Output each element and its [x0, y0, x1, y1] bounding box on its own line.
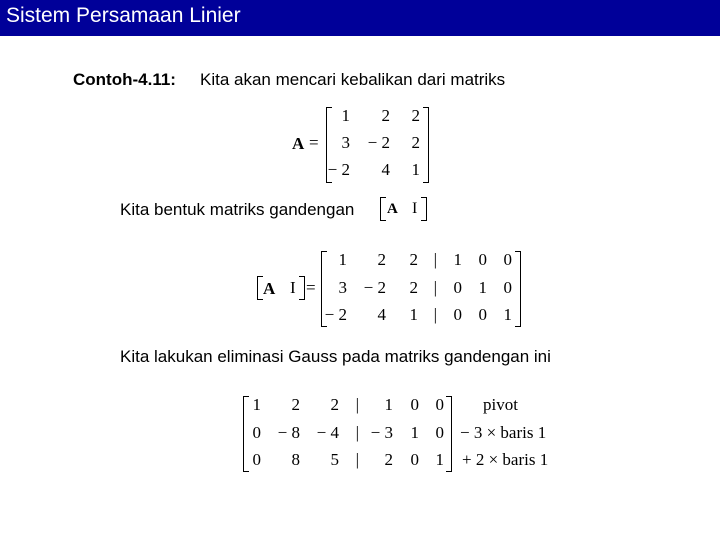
elim-right-bracket: [446, 396, 452, 472]
augmented-cell: 0: [453, 278, 462, 297]
matrix-a-cell: 4: [381, 160, 390, 179]
inline-a: A: [387, 201, 398, 217]
matrix-a-cell: 3: [341, 133, 350, 152]
elimination-note: pivot: [483, 395, 518, 414]
elimination-cell: 2: [330, 395, 339, 414]
augmented-cell: 0: [503, 278, 512, 297]
augmented-cell: 1: [478, 278, 487, 297]
elim-left-bracket: [243, 396, 249, 472]
elimination-cell: 1: [410, 423, 419, 442]
augmented-cell: 3: [338, 278, 347, 297]
augmented-cell: 0: [453, 305, 462, 324]
elimination-cell: 1: [384, 395, 393, 414]
elimination-cell: 5: [330, 450, 339, 469]
augmented-separator: |: [433, 305, 437, 324]
elimination-intro-text: Kita lakukan eliminasi Gauss pada matriks gandengan ini: [120, 347, 551, 366]
matrix-a-cell: − 2: [327, 160, 350, 179]
augmented-separator: |: [433, 278, 437, 297]
elimination-cell: 8: [291, 450, 300, 469]
title-bar: [0, 0, 720, 36]
inline-right-bracket: [421, 197, 427, 221]
augmented-separator: |: [433, 250, 437, 269]
augmented-cell: 0: [478, 305, 487, 324]
matrix-a-cell: 2: [411, 106, 420, 125]
example-label: Contoh-4.11:: [73, 70, 176, 89]
augmented-cell: 1: [409, 305, 418, 324]
matrix-a-right-bracket: [423, 107, 429, 183]
elimination-cell: 0: [252, 423, 261, 442]
aug-left-a: A: [263, 279, 276, 298]
augmented-intro-text: Kita bentuk matriks gandengan: [120, 200, 355, 219]
augmented-cell: − 2: [363, 278, 386, 297]
matrix-a-cell: 2: [381, 106, 390, 125]
elimination-cell: 1: [252, 395, 261, 414]
elimination-cell: 0: [435, 395, 444, 414]
elimination-cell: 2: [384, 450, 393, 469]
matrix-a-name: A: [292, 134, 305, 153]
elimination-separator: |: [355, 395, 359, 414]
augmented-cell: 1: [453, 250, 462, 269]
aug-left-i: I: [290, 278, 296, 297]
augmented-cell: 2: [377, 250, 386, 269]
matrix-a-cell: − 2: [367, 133, 390, 152]
augmented-cell: 1: [503, 305, 512, 324]
example-text: Kita akan mencari kebalikan dari matriks: [200, 70, 506, 89]
elimination-note: + 2 × baris 1: [462, 450, 549, 469]
elimination-cell: 1: [435, 450, 444, 469]
matrix-a-cell: 2: [411, 133, 420, 152]
elimination-separator: |: [355, 423, 359, 442]
augmented-cell: 2: [409, 278, 418, 297]
elimination-note: − 3 × baris 1: [460, 423, 547, 442]
augmented-cell: 0: [503, 250, 512, 269]
matrix-a-cell: 1: [341, 106, 350, 125]
augmented-cell: 4: [377, 305, 386, 324]
elimination-separator: |: [355, 450, 359, 469]
inline-left-bracket: [380, 197, 386, 221]
augmented-cell: 1: [338, 250, 347, 269]
augmented-cell: 2: [409, 250, 418, 269]
elimination-cell: − 3: [370, 423, 393, 442]
page-title: Sistem Persamaan Linier: [6, 4, 241, 27]
inline-i: I: [412, 200, 418, 217]
aug-equals: =: [306, 278, 316, 297]
aug-right-bracket: [515, 251, 521, 327]
aug-right-bracket-small: [299, 276, 305, 300]
matrix-a-equals: =: [309, 133, 319, 152]
elimination-cell: 0: [410, 450, 419, 469]
elimination-cell: − 4: [316, 423, 339, 442]
elimination-cell: 0: [410, 395, 419, 414]
elimination-cell: 0: [435, 423, 444, 442]
augmented-cell: − 2: [324, 305, 347, 324]
augmented-cell: 0: [478, 250, 487, 269]
elimination-cell: 2: [291, 395, 300, 414]
matrix-a-cell: 1: [411, 160, 420, 179]
elimination-cell: − 8: [277, 423, 300, 442]
elimination-cell: 0: [252, 450, 261, 469]
